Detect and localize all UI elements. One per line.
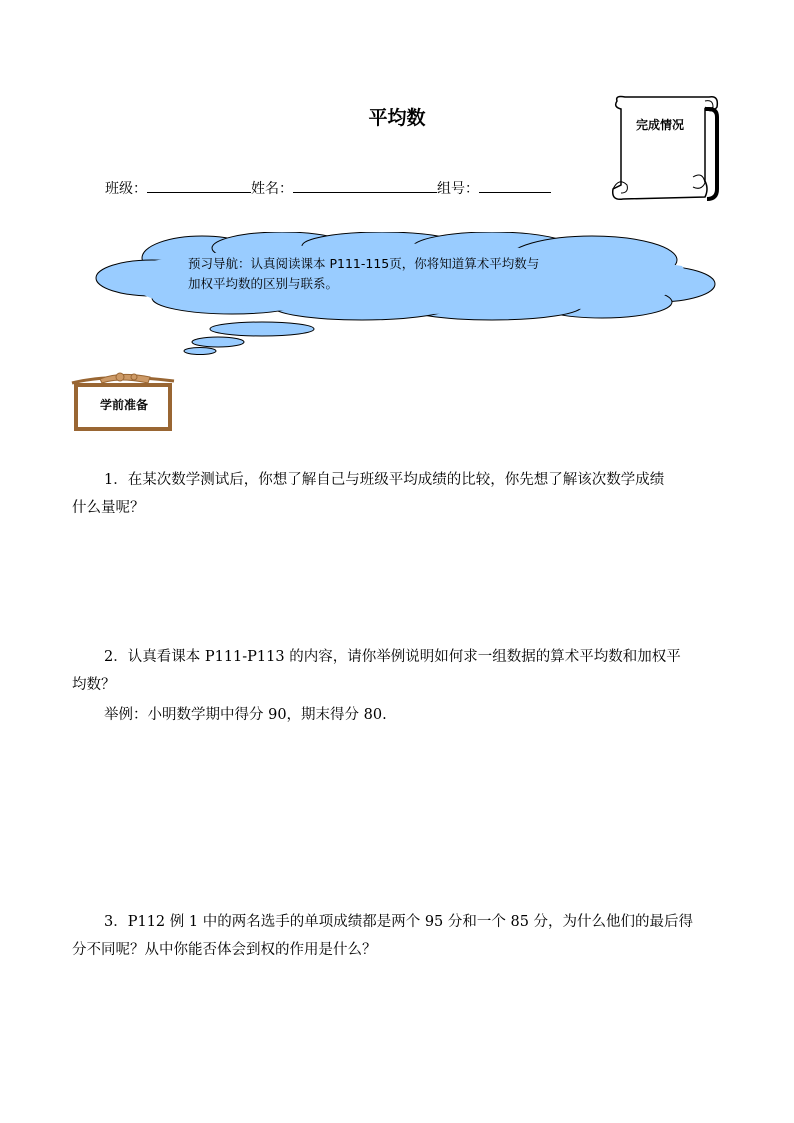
question-2 [72, 643, 722, 699]
guide-text-line2: 加权平均数的区别与联系。 [188, 276, 339, 291]
guide-text [188, 254, 608, 294]
page-title: 平均数 [368, 107, 426, 129]
question-2-example: 举例：小明数学期中得分 90，期末得分 80. [104, 707, 387, 723]
question-3-line2: 分不同呢？从中你能否体会到权的作用是什么？ [72, 942, 377, 958]
name-label: 姓名： [251, 181, 293, 197]
class-field[interactable] [147, 178, 251, 193]
class-label: 班级： [105, 181, 147, 197]
question-2-line1: 2．认真看课本 P111-P113 的内容，请你举例说明如何求一组数据的算术平均数和加权平 [104, 649, 681, 665]
question-3 [72, 908, 722, 964]
question-1 [72, 466, 722, 522]
completion-label: 完成情况 [635, 118, 684, 132]
name-field[interactable] [293, 178, 437, 193]
question-1-line1: 1．在某次数学测试后，你想了解自己与班级平均成绩的比较，你先想了解该次数学成绩 [104, 472, 665, 488]
guide-cloud-icon [92, 232, 717, 357]
completion-scroll-icon [605, 93, 723, 205]
question-2-line2: 均数？ [72, 677, 116, 693]
question-3-line1: 3．P112 例 1 中的两名选手的单项成绩都是两个 95 分和一个 85 分，为什么他们的最后得 [104, 914, 694, 930]
group-field[interactable] [479, 178, 551, 193]
guide-text-line1: 预习导航：认真阅读课本 P111-115页，你将知道算术平均数与 [188, 256, 540, 271]
question-1-line2: 什么量呢？ [72, 500, 145, 516]
student-info-row [105, 178, 551, 198]
group-label: 组号： [437, 181, 479, 197]
section-label: 学前准备 [99, 398, 148, 412]
